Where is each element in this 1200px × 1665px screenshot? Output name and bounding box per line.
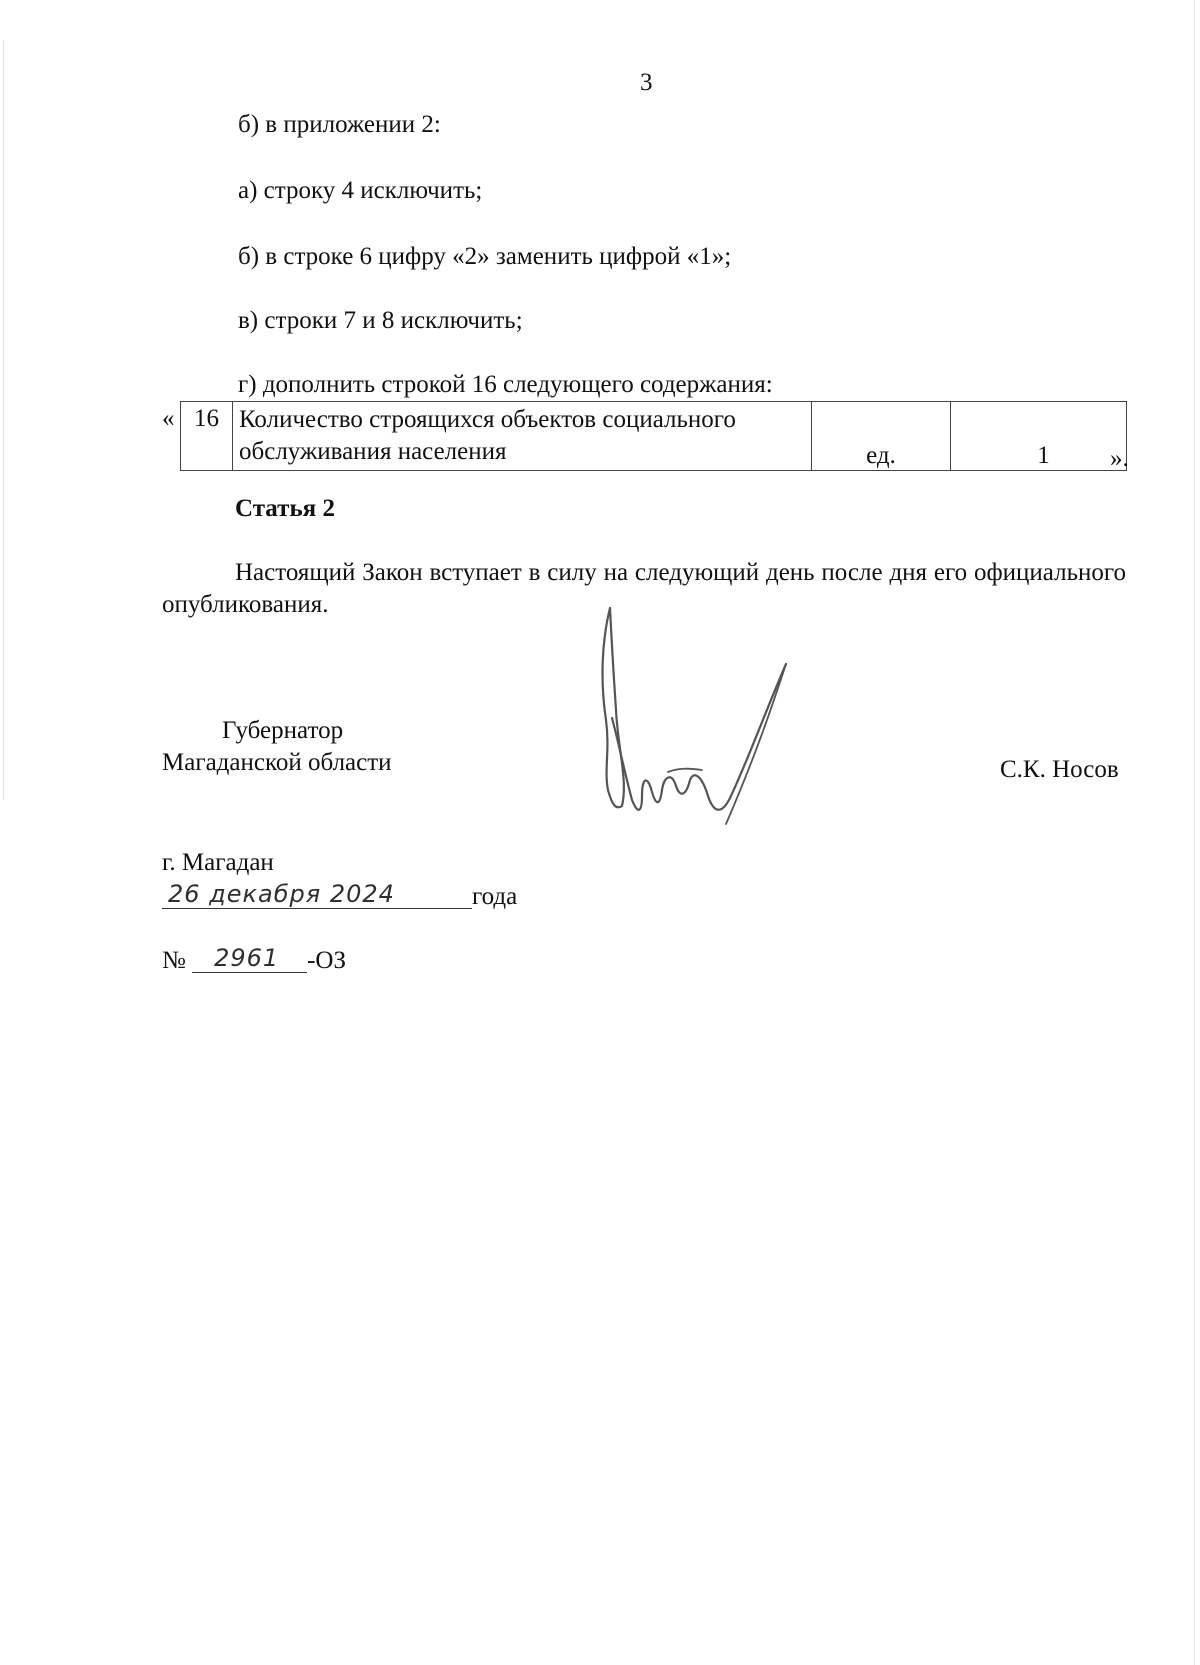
signer-name: С.К. Носов [1000,756,1119,783]
row-name-cell [233,402,812,471]
number-blank-field [192,946,307,973]
article-text: Настоящий Закон вступает в силу на следующий день после дня его официального опубликования. [162,559,1126,618]
signer-organization: Магаданской области [162,749,392,776]
row-name-line2: обслуживания населения [239,438,507,465]
row-name-line1: Количество строящихся объектов социального [239,406,736,433]
paragraph-item-b: б) в строке 6 цифру «2» заменить цифрой «1»; [238,243,732,270]
amendment-table [180,401,1127,471]
row-unit-cell: ед. [812,402,951,471]
law-number-line [162,946,346,973]
paragraph-item-a: а) строку 4 исключить; [238,177,483,204]
table-quote-open: « [162,405,175,432]
number-prefix: № [162,947,186,974]
paragraph-appendix-2: б) в приложении 2: [238,111,441,138]
handwritten-signature [598,600,808,840]
table-row [181,402,1127,471]
city-line: г. Магадан [162,849,274,876]
row-value-cell: 1 [951,402,1127,471]
article-title: Статья 2 [235,495,335,522]
paragraph-item-g: г) дополнить строкой 16 следующего содержания: [238,371,773,398]
table-quote-close: ». [1110,445,1129,472]
date-line [162,882,517,909]
scan-edge-left [3,40,4,800]
paragraph-item-v: в) строки 7 и 8 исключить; [238,307,523,334]
handwritten-number: 2961 [214,944,280,972]
row-number-cell: 16 [181,402,233,471]
number-suffix: -ОЗ [307,947,347,974]
signer-title: Губернатор [222,717,344,744]
date-blank-field [162,882,472,909]
page-number: 3 [640,69,653,96]
date-suffix: года [472,883,518,910]
handwritten-date: 26 декабря 2024 [168,880,395,908]
scan-edge-right [1194,0,1195,1665]
